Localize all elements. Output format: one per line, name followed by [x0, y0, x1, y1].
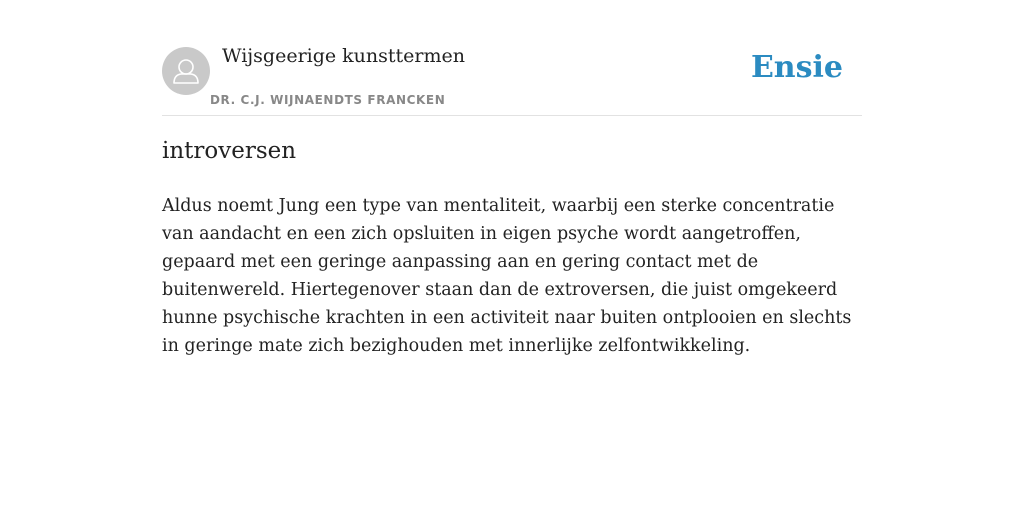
author-name[interactable]: DR. C.J. WIJNAENDTS FRANCKEN — [210, 93, 446, 107]
ensie-logo[interactable]: Ensie — [750, 50, 843, 85]
entry-definition: Aldus noemt Jung een type van mentaliteit, waarbij een sterke concentratie van aandacht en een zich opsluiten in eigen psyche wordt aangetroffen, gepaard met een geringe aanpassing aan en gering contact met de buitenwereld. Hiertegenover staan dan de extroversen, die juist omgekeerd hunne psychische krachten in een activiteit naar buiten ontplooien en slechts in geringe mate zich bezighouden met innerlijke zelfontwikkeling. — [162, 196, 852, 356]
avatar[interactable] — [162, 47, 210, 95]
header — [162, 0, 862, 116]
user-icon — [162, 47, 210, 95]
book-title[interactable]: Wijsgeerige kunsttermen — [222, 45, 466, 67]
entry-headword: introversen — [162, 138, 297, 164]
page — [162, 0, 862, 356]
